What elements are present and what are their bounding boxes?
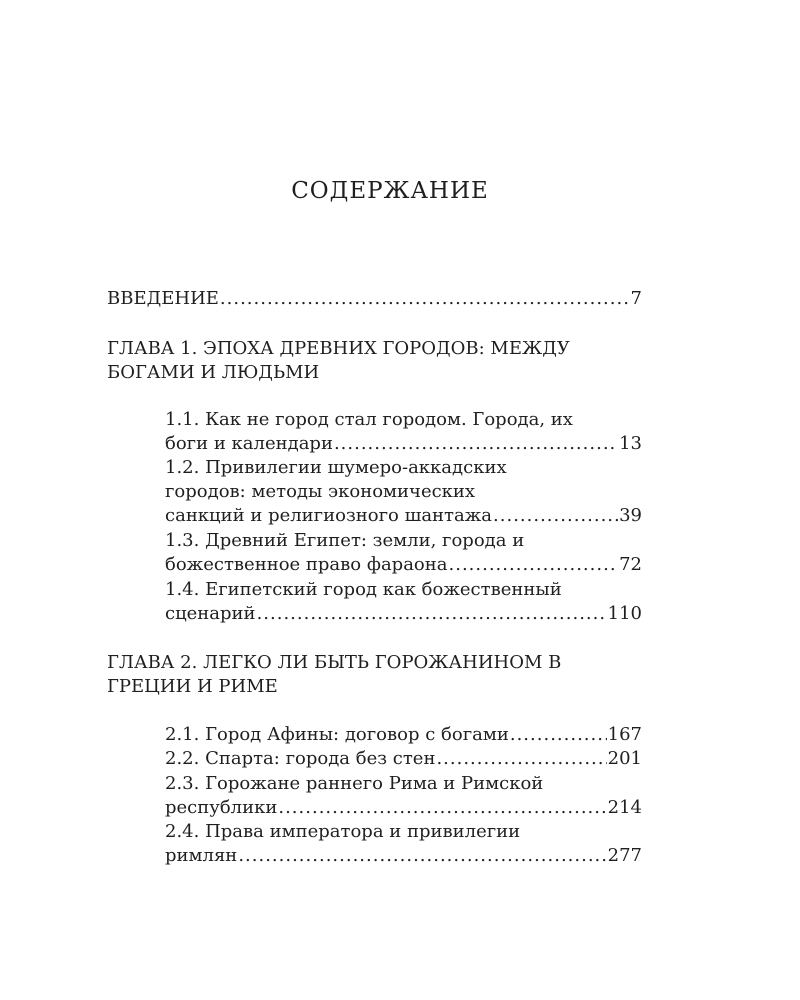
- leader-dots: [510, 723, 607, 747]
- leader-dots: [493, 504, 618, 528]
- chapter-title-line: БОГАМИ И ЛЮДЬМИ: [107, 362, 320, 383]
- section-title-line: 2.4. Права императора и привилегии: [165, 821, 521, 842]
- leader-dots: [334, 432, 618, 456]
- section-title-line: сценарий: [165, 603, 256, 624]
- chapter-heading[interactable]: [107, 337, 642, 385]
- toc-entry-section[interactable]: [165, 578, 642, 626]
- section-title-line: божественное право фараона: [165, 554, 448, 575]
- section-title-line: 2.3. Горожане раннего Рима и Римской: [165, 773, 544, 794]
- leader-dots: [278, 796, 606, 820]
- toc-entry-section[interactable]: [165, 820, 642, 868]
- toc-entry-section[interactable]: [165, 723, 642, 747]
- section-title-line: 1.2. Привилегии шумеро-аккадских: [165, 457, 507, 478]
- page-title: СОДЕРЖАНИЕ: [291, 178, 489, 204]
- chapter-title-line: ГРЕЦИИ И РИМЕ: [107, 676, 278, 697]
- page-number: 39: [619, 505, 642, 526]
- leader-dots: [436, 747, 606, 771]
- leader-dots: [257, 602, 607, 626]
- toc-entry-section[interactable]: [165, 747, 642, 771]
- section-title-line: римлян: [165, 845, 238, 866]
- chapter-heading[interactable]: [107, 651, 642, 699]
- page-number: 72: [619, 554, 642, 575]
- page-number: 110: [607, 603, 642, 624]
- section-title-line: 1.3. Древний Египет: земли, города и: [165, 530, 525, 551]
- toc-entry-label: ВВЕДЕНИЕ: [107, 288, 219, 309]
- leader-dots: [220, 287, 630, 311]
- page-number: 7: [630, 288, 642, 309]
- section-title-line: 2.1. Город Афины: договор с богами: [165, 724, 509, 745]
- section-title-line: 1.4. Египетский город как божественный: [165, 579, 562, 600]
- chapter-title-line: ГЛАВА 2. ЛЕГКО ЛИ БЫТЬ ГОРОЖАНИНОМ В: [107, 652, 562, 673]
- toc-entry-section[interactable]: [165, 456, 642, 528]
- toc-entry-section[interactable]: [165, 772, 642, 820]
- toc-entry-section[interactable]: [165, 408, 642, 456]
- page-number: 277: [607, 845, 642, 866]
- leader-dots: [238, 844, 606, 868]
- section-title-line: республики: [165, 797, 278, 818]
- page-number: 201: [607, 748, 642, 769]
- leader-dots: [449, 553, 619, 577]
- toc-entry-section[interactable]: [165, 529, 642, 577]
- chapter-title-line: ГЛАВА 1. ЭПОХА ДРЕВНИХ ГОРОДОВ: МЕЖДУ: [107, 338, 570, 359]
- section-title-line: 1.1. Как не город стал городом. Города, их: [165, 409, 573, 430]
- page-number: 13: [619, 433, 642, 454]
- section-title-line: санкций и религиозного шантажа: [165, 505, 493, 526]
- section-title-line: 2.2. Спарта: города без стен: [165, 748, 436, 769]
- section-title-line: городов: методы экономических: [165, 481, 476, 502]
- page-number: 214: [607, 797, 642, 818]
- toc-entry-intro[interactable]: [107, 287, 642, 311]
- section-title-line: боги и календари: [165, 433, 333, 454]
- page-number: 167: [607, 724, 642, 745]
